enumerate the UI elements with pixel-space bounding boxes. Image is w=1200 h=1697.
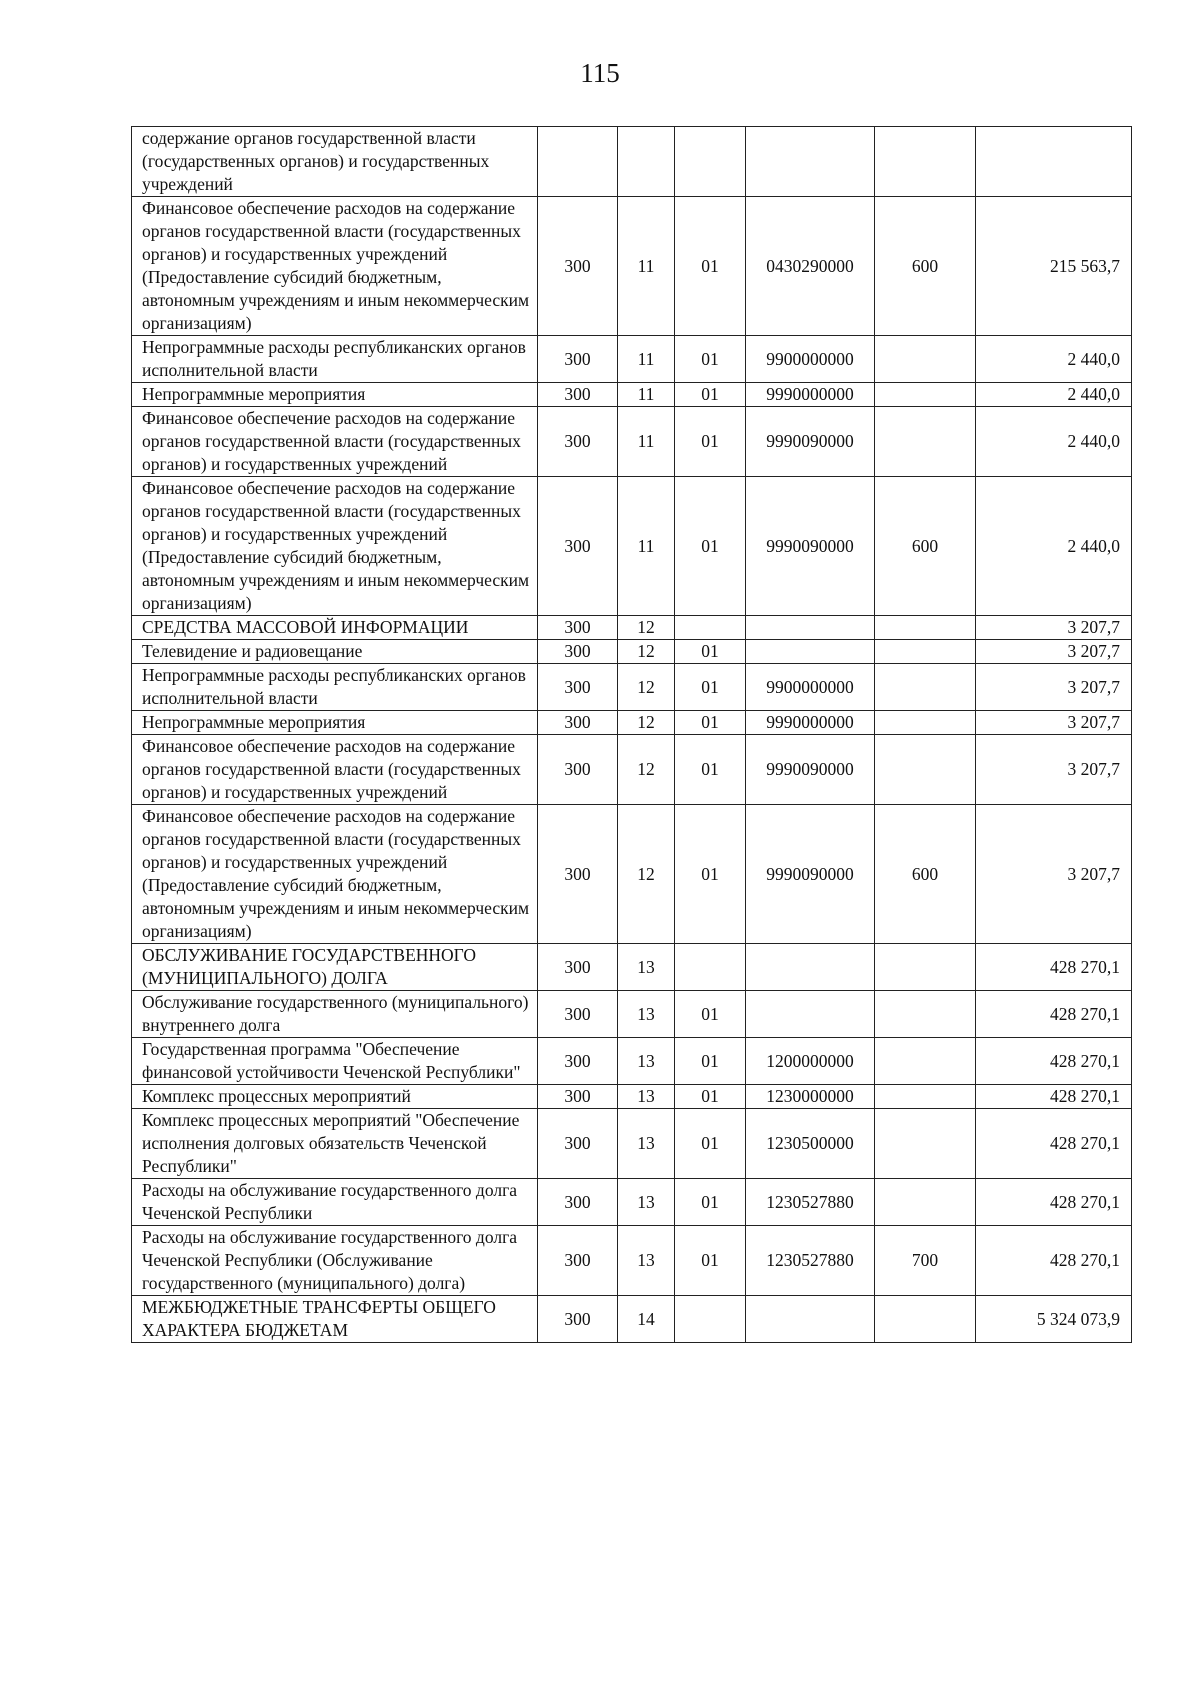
row-name-cell: Непрограммные мероприятия — [132, 711, 538, 735]
row-name-cell: Комплекс процессных мероприятий — [132, 1085, 538, 1109]
target-article-cell — [746, 640, 875, 664]
target-article-cell — [746, 991, 875, 1038]
expense-type-cell — [875, 1179, 976, 1226]
glav-code-cell: 300 — [538, 735, 618, 805]
row-name-cell: Государственная программа "Обеспечение финансовой устойчивости Чеченской Республики" — [132, 1038, 538, 1085]
subsection-code-cell: 01 — [675, 1109, 746, 1179]
section-code-cell: 12 — [618, 805, 675, 944]
expense-type-cell — [875, 1109, 976, 1179]
subsection-code-cell: 01 — [675, 1038, 746, 1085]
section-code-cell: 11 — [618, 197, 675, 336]
subsection-code-cell: 01 — [675, 477, 746, 616]
table-row — [132, 664, 1132, 711]
subsection-code-cell: 01 — [675, 336, 746, 383]
expense-type-cell — [875, 127, 976, 197]
expense-type-cell: 600 — [875, 805, 976, 944]
expense-type-cell — [875, 336, 976, 383]
glav-code-cell: 300 — [538, 1085, 618, 1109]
table-row — [132, 1179, 1132, 1226]
expense-type-cell: 600 — [875, 477, 976, 616]
table-row — [132, 1109, 1132, 1179]
amount-cell: 428 270,1 — [976, 1038, 1132, 1085]
glav-code-cell: 300 — [538, 991, 618, 1038]
row-name-cell: Финансовое обеспечение расходов на содержание органов государственной власти (государственных органов) и государственных учреждений (Предоставление субсидий бюджетным, автономным учреждениям и иным некоммерческим организациям) — [132, 805, 538, 944]
amount-cell: 3 207,7 — [976, 711, 1132, 735]
row-name-cell: содержание органов государственной власти (государственных органов) и государственных учреждений — [132, 127, 538, 197]
target-article-cell: 1230527880 — [746, 1226, 875, 1296]
target-article-cell: 9990090000 — [746, 407, 875, 477]
subsection-code-cell: 01 — [675, 664, 746, 711]
table-row — [132, 805, 1132, 944]
target-article-cell: 9900000000 — [746, 664, 875, 711]
expense-type-cell — [875, 664, 976, 711]
row-name-cell: Обслуживание государственного (муниципального) внутреннего долга — [132, 991, 538, 1038]
amount-cell: 2 440,0 — [976, 407, 1132, 477]
section-code-cell: 12 — [618, 664, 675, 711]
expense-type-cell — [875, 383, 976, 407]
page-number: 115 — [580, 58, 620, 88]
amount-cell: 3 207,7 — [976, 616, 1132, 640]
glav-code-cell: 300 — [538, 407, 618, 477]
section-code-cell: 13 — [618, 991, 675, 1038]
section-code-cell: 11 — [618, 477, 675, 616]
table-row — [132, 1038, 1132, 1085]
section-code-cell: 13 — [618, 1226, 675, 1296]
target-article-cell: 9990090000 — [746, 805, 875, 944]
target-article-cell: 9900000000 — [746, 336, 875, 383]
glav-code-cell: 300 — [538, 640, 618, 664]
table-row — [132, 336, 1132, 383]
amount-cell: 428 270,1 — [976, 1085, 1132, 1109]
table-row — [132, 197, 1132, 336]
amount-cell: 3 207,7 — [976, 664, 1132, 711]
glav-code-cell: 300 — [538, 336, 618, 383]
table-row — [132, 944, 1132, 991]
expense-type-cell — [875, 640, 976, 664]
table-row — [132, 1226, 1132, 1296]
subsection-code-cell: 01 — [675, 805, 746, 944]
glav-code-cell: 300 — [538, 711, 618, 735]
table-row — [132, 616, 1132, 640]
target-article-cell: 9990090000 — [746, 477, 875, 616]
expense-type-cell — [875, 944, 976, 991]
subsection-code-cell: 01 — [675, 735, 746, 805]
table-row — [132, 1296, 1132, 1343]
section-code-cell: 11 — [618, 383, 675, 407]
amount-cell: 3 207,7 — [976, 640, 1132, 664]
section-code-cell: 11 — [618, 407, 675, 477]
table-row — [132, 991, 1132, 1038]
glav-code-cell: 300 — [538, 197, 618, 336]
section-code-cell: 13 — [618, 1179, 675, 1226]
amount-cell — [976, 127, 1132, 197]
budget-table — [131, 126, 1132, 1343]
glav-code-cell: 300 — [538, 1109, 618, 1179]
subsection-code-cell — [675, 1296, 746, 1343]
section-code-cell: 13 — [618, 1085, 675, 1109]
amount-cell: 5 324 073,9 — [976, 1296, 1132, 1343]
target-article-cell — [746, 616, 875, 640]
row-name-cell: Расходы на обслуживание государственного долга Чеченской Республики — [132, 1179, 538, 1226]
subsection-code-cell: 01 — [675, 1226, 746, 1296]
table-row — [132, 407, 1132, 477]
section-code-cell: 12 — [618, 735, 675, 805]
glav-code-cell: 300 — [538, 664, 618, 711]
target-article-cell: 1230527880 — [746, 1179, 875, 1226]
row-name-cell: Расходы на обслуживание государственного долга Чеченской Республики (Обслуживание государственного (муниципального) долга) — [132, 1226, 538, 1296]
section-code-cell — [618, 127, 675, 197]
row-name-cell: ОБСЛУЖИВАНИЕ ГОСУДАРСТВЕННОГО (МУНИЦИПАЛЬНОГО) ДОЛГА — [132, 944, 538, 991]
amount-cell: 428 270,1 — [976, 1179, 1132, 1226]
row-name-cell: Комплекс процессных мероприятий "Обеспечение исполнения долговых обязательств Чеченской Республики" — [132, 1109, 538, 1179]
target-article-cell: 9990000000 — [746, 383, 875, 407]
subsection-code-cell: 01 — [675, 407, 746, 477]
glav-code-cell: 300 — [538, 616, 618, 640]
expense-type-cell — [875, 1085, 976, 1109]
glav-code-cell: 300 — [538, 944, 618, 991]
subsection-code-cell — [675, 127, 746, 197]
target-article-cell — [746, 944, 875, 991]
expense-type-cell: 600 — [875, 197, 976, 336]
section-code-cell: 12 — [618, 711, 675, 735]
table-row — [132, 735, 1132, 805]
expense-type-cell — [875, 616, 976, 640]
section-code-cell: 14 — [618, 1296, 675, 1343]
section-code-cell: 13 — [618, 944, 675, 991]
amount-cell: 428 270,1 — [976, 991, 1132, 1038]
glav-code-cell: 300 — [538, 383, 618, 407]
amount-cell: 428 270,1 — [976, 1109, 1132, 1179]
expense-type-cell — [875, 991, 976, 1038]
glav-code-cell: 300 — [538, 805, 618, 944]
row-name-cell: Финансовое обеспечение расходов на содержание органов государственной власти (государственных органов) и государственных учреждений (Предоставление субсидий бюджетным, автономным учреждениям и иным некоммерческим организациям) — [132, 477, 538, 616]
amount-cell: 2 440,0 — [976, 336, 1132, 383]
table-row — [132, 127, 1132, 197]
subsection-code-cell: 01 — [675, 711, 746, 735]
amount-cell: 428 270,1 — [976, 1226, 1132, 1296]
expense-type-cell — [875, 1296, 976, 1343]
table-row — [132, 711, 1132, 735]
target-article-cell: 1230500000 — [746, 1109, 875, 1179]
row-name-cell: Финансовое обеспечение расходов на содержание органов государственной власти (государственных органов) и государственных учреждений (Предоставление субсидий бюджетным, автономным учреждениям и иным некоммерческим организациям) — [132, 197, 538, 336]
row-name-cell: МЕЖБЮДЖЕТНЫЕ ТРАНСФЕРТЫ ОБЩЕГО ХАРАКТЕРА БЮДЖЕТАМ — [132, 1296, 538, 1343]
amount-cell: 3 207,7 — [976, 805, 1132, 944]
subsection-code-cell: 01 — [675, 1179, 746, 1226]
amount-cell: 428 270,1 — [976, 944, 1132, 991]
expense-type-cell: 700 — [875, 1226, 976, 1296]
expense-type-cell — [875, 1038, 976, 1085]
amount-cell: 3 207,7 — [976, 735, 1132, 805]
subsection-code-cell — [675, 944, 746, 991]
glav-code-cell: 300 — [538, 477, 618, 616]
table-row — [132, 477, 1132, 616]
glav-code-cell: 300 — [538, 1296, 618, 1343]
section-code-cell: 13 — [618, 1109, 675, 1179]
row-name-cell: Телевидение и радиовещание — [132, 640, 538, 664]
glav-code-cell: 300 — [538, 1226, 618, 1296]
section-code-cell: 11 — [618, 336, 675, 383]
target-article-cell — [746, 1296, 875, 1343]
expense-type-cell — [875, 407, 976, 477]
row-name-cell: Финансовое обеспечение расходов на содержание органов государственной власти (государственных органов) и государственных учреждений — [132, 407, 538, 477]
target-article-cell: 1200000000 — [746, 1038, 875, 1085]
table-row — [132, 1085, 1132, 1109]
row-name-cell: Непрограммные расходы республиканских органов исполнительной власти — [132, 664, 538, 711]
section-code-cell: 13 — [618, 1038, 675, 1085]
subsection-code-cell — [675, 616, 746, 640]
row-name-cell: СРЕДСТВА МАССОВОЙ ИНФОРМАЦИИ — [132, 616, 538, 640]
subsection-code-cell: 01 — [675, 991, 746, 1038]
table-row — [132, 383, 1132, 407]
glav-code-cell: 300 — [538, 1179, 618, 1226]
table-row — [132, 640, 1132, 664]
glav-code-cell: 300 — [538, 1038, 618, 1085]
expense-type-cell — [875, 711, 976, 735]
row-name-cell: Финансовое обеспечение расходов на содержание органов государственной власти (государственных органов) и государственных учреждений — [132, 735, 538, 805]
target-article-cell — [746, 127, 875, 197]
target-article-cell: 0430290000 — [746, 197, 875, 336]
expense-type-cell — [875, 735, 976, 805]
section-code-cell: 12 — [618, 616, 675, 640]
section-code-cell: 12 — [618, 640, 675, 664]
target-article-cell: 9990000000 — [746, 711, 875, 735]
row-name-cell: Непрограммные мероприятия — [132, 383, 538, 407]
glav-code-cell — [538, 127, 618, 197]
subsection-code-cell: 01 — [675, 1085, 746, 1109]
target-article-cell: 1230000000 — [746, 1085, 875, 1109]
row-name-cell: Непрограммные расходы республиканских органов исполнительной власти — [132, 336, 538, 383]
subsection-code-cell: 01 — [675, 197, 746, 336]
amount-cell: 2 440,0 — [976, 383, 1132, 407]
amount-cell: 2 440,0 — [976, 477, 1132, 616]
subsection-code-cell: 01 — [675, 383, 746, 407]
subsection-code-cell: 01 — [675, 640, 746, 664]
amount-cell: 215 563,7 — [976, 197, 1132, 336]
target-article-cell: 9990090000 — [746, 735, 875, 805]
